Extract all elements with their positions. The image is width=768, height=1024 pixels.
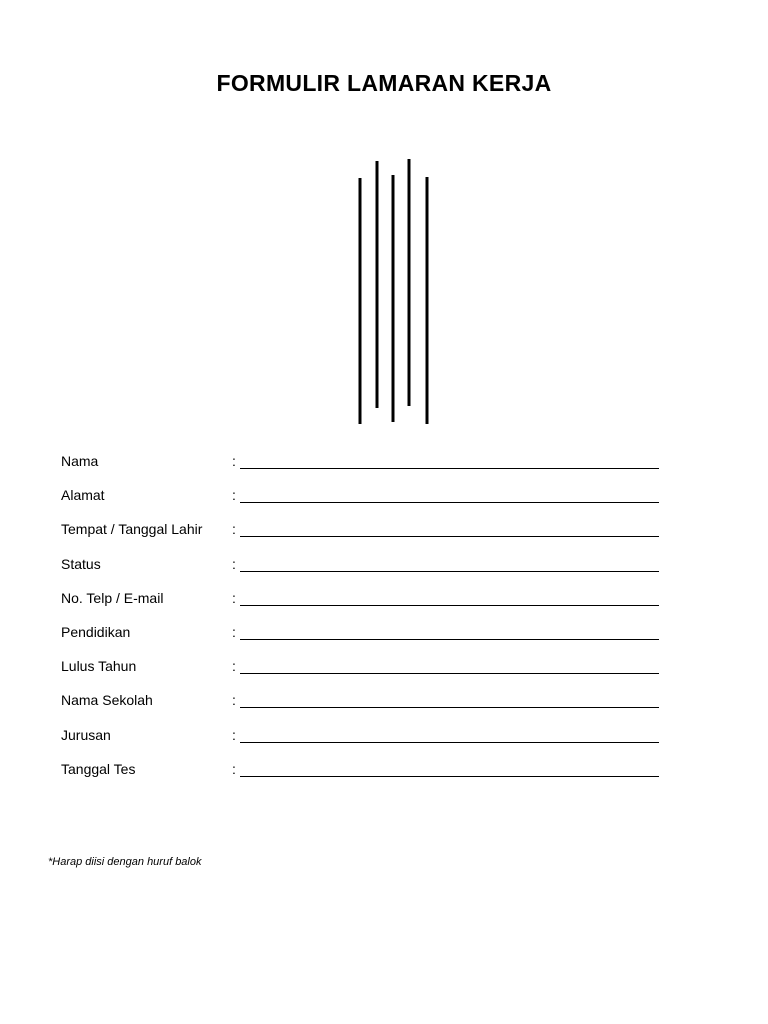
footnote: *Harap diisi dengan huruf balok (48, 856, 202, 868)
application-form (61, 453, 661, 795)
field-label: Nama (61, 453, 99, 469)
field-row-lulus-tahun (61, 658, 661, 692)
field-row-jurusan (61, 727, 661, 761)
field-row-tanggal-tes (61, 761, 661, 795)
field-label: Tempat / Tanggal Lahir (61, 521, 203, 538)
fill-in-line[interactable] (240, 468, 659, 469)
field-row-pendidikan (61, 624, 661, 658)
field-label: Status (61, 555, 101, 572)
fill-in-line[interactable] (240, 639, 659, 640)
field-colon: : (232, 726, 236, 743)
field-colon: : (232, 589, 236, 606)
field-label: Lulus Tahun (61, 658, 137, 675)
fill-in-line[interactable] (240, 673, 659, 674)
fill-in-line[interactable] (240, 502, 659, 503)
fill-in-line[interactable] (240, 742, 659, 743)
field-row-tempat-tanggal-lahir (61, 521, 661, 555)
field-label: Alamat (61, 487, 105, 504)
field-colon: : (232, 555, 236, 572)
field-colon: : (232, 658, 236, 675)
field-label: Pendidikan (61, 623, 131, 640)
field-row-status (61, 556, 661, 590)
field-colon: : (232, 692, 236, 709)
field-label: Tanggal Tes (61, 760, 136, 777)
field-row-nama-sekolah (61, 692, 661, 726)
vertical-lines-barcode-icon (340, 150, 450, 440)
field-colon: : (232, 623, 236, 640)
field-row-alamat (61, 487, 661, 521)
field-label: Nama Sekolah (61, 692, 153, 709)
fill-in-line[interactable] (240, 571, 659, 572)
page-title: FORMULIR LAMARAN KERJA (216, 70, 552, 96)
field-label: No. Telp / E-mail (61, 589, 164, 606)
field-row-telp-email (61, 590, 661, 624)
field-label: Jurusan (61, 726, 111, 743)
field-row-nama (61, 453, 661, 487)
field-colon: : (232, 453, 236, 469)
fill-in-line[interactable] (240, 707, 659, 708)
fill-in-line[interactable] (240, 605, 659, 606)
fill-in-line[interactable] (240, 536, 659, 537)
field-colon: : (232, 521, 236, 538)
field-colon: : (232, 487, 236, 504)
fill-in-line[interactable] (240, 776, 659, 777)
field-colon: : (232, 760, 236, 777)
